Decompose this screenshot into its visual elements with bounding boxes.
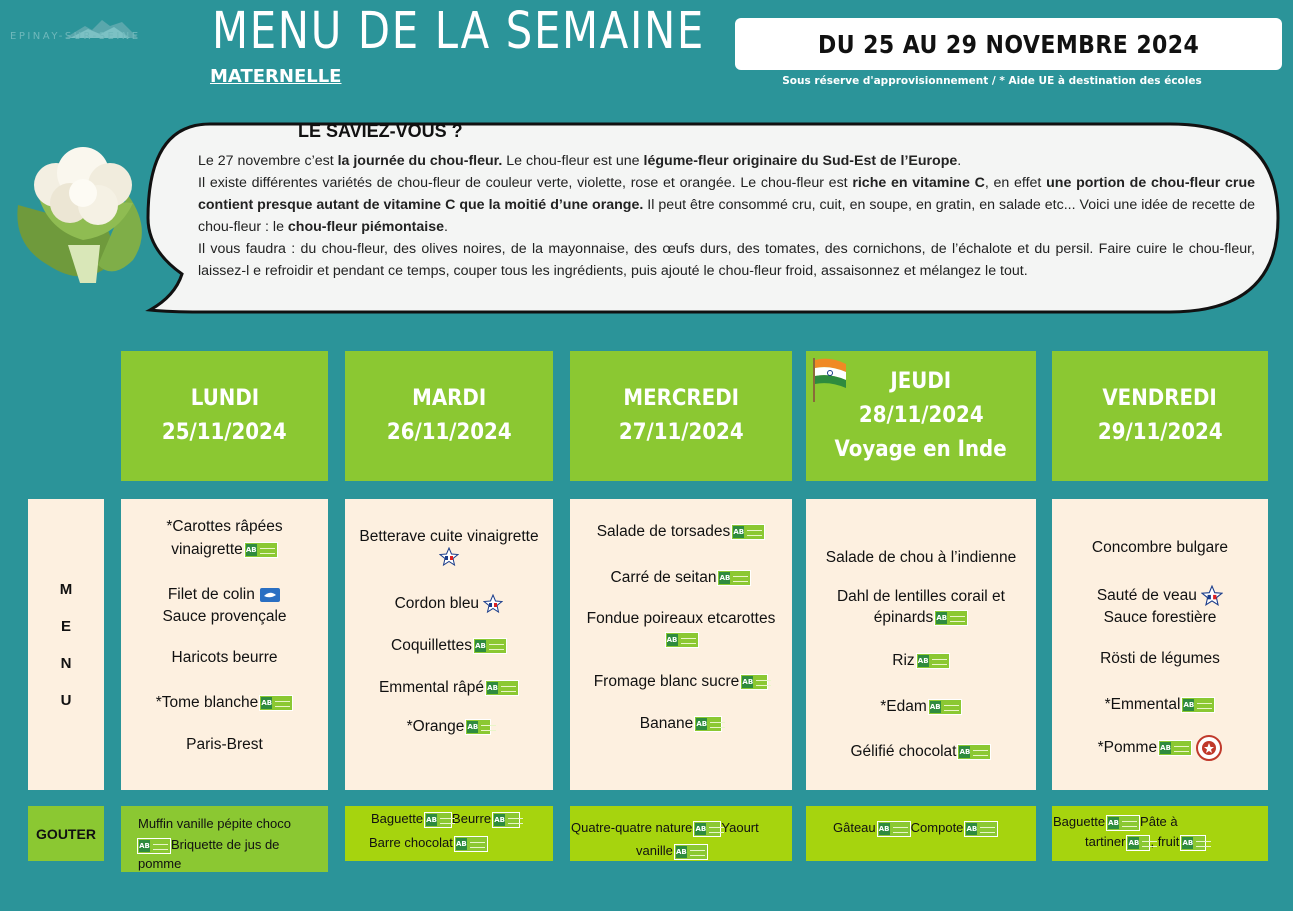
day-header-lundi: [121, 351, 328, 481]
day-name: JEUDI: [890, 369, 952, 394]
ab-bio-label-icon: [1181, 697, 1215, 713]
day-name: MERCREDI: [623, 386, 739, 411]
info-text-segment: Il peut être consommé cru, cuit, en soupe, en gratin, en salade etc... Voici une idée de recette de chou-fleur : le: [198, 197, 1255, 235]
gouter-item: [571, 818, 759, 838]
date-range: DU 25 AU 29 NOVEMBRE 2024: [817, 29, 1200, 59]
gouter-item: [371, 809, 520, 829]
info-paragraph-1: [198, 150, 1255, 172]
day-name: VENDREDI: [1102, 386, 1218, 411]
ab-bio-label-icon: [454, 836, 488, 852]
gouter-lundi: [121, 806, 328, 872]
info-text-bold: la journée du chou-fleur.: [337, 153, 503, 169]
day-header-mardi: [345, 351, 553, 481]
ab-bio-label-icon: [137, 838, 171, 854]
dish-label: Salade de torsades: [596, 523, 731, 540]
gouter-item-label: tartiner: [1085, 834, 1126, 849]
menu-lundi: [121, 499, 328, 790]
gouter-jeudi: [806, 806, 1036, 861]
dish-labels: [570, 629, 792, 650]
supply-notice: Sous réserve d'approvisionnement / * Aide UE à destination des écoles: [782, 75, 1202, 87]
dish-label: Sauté de veau: [1096, 587, 1197, 605]
gouter-label: GOUTER: [28, 806, 104, 861]
dish: [1052, 694, 1268, 715]
ab-bio-label-icon: [465, 719, 491, 735]
gouter-item: [1053, 812, 1178, 832]
ab-bio-label-icon: [492, 812, 520, 828]
info-paragraph-3: Il vous faudra : du chou-fleur, des olives noires, de la mayonnaise, des œufs durs, des tomates, des cornichons, de l’échalote et du persil. Faire cuire le chou-fleur, laissez-l e refroidir et pendant ce temps, couper tous les ingrédients, puis ajouté le chou-fleur froid, assaisonnez et mélangez le tout.: [198, 241, 1255, 279]
dish-label: Emmental râpé: [378, 679, 485, 696]
ab-bio-label-icon: [928, 699, 962, 715]
dish: [121, 584, 328, 605]
day-header-vendredi: [1052, 351, 1268, 481]
gouter-mardi: [345, 806, 553, 861]
dish: [806, 696, 1036, 717]
menu-jeudi: [806, 499, 1036, 790]
dish-label: Cordon bleu: [394, 595, 480, 612]
dish: Haricots beurre: [171, 649, 278, 666]
day-date: 26/11/2024: [386, 420, 512, 445]
info-text-bold: chou-fleur piémontaise: [287, 219, 444, 235]
menu-mercredi: [570, 499, 792, 790]
gouter-vendredi: [1052, 806, 1268, 861]
ab-bio-label-icon: [244, 542, 278, 558]
day-header-mercredi: [570, 351, 792, 481]
dish: [345, 677, 553, 698]
dish-label: *Tome blanche: [155, 694, 259, 711]
dish-label: Carré de seitan: [610, 569, 717, 586]
gouter-item: [369, 833, 488, 853]
dish-label: Fromage blanc sucre: [593, 673, 740, 690]
info-text-bold: riche en vitamine C: [852, 175, 985, 191]
dish: [345, 716, 553, 737]
gouter-item-label: Quatre-quatre nature: [571, 820, 693, 835]
dish: [570, 567, 792, 588]
gouter-item: [1085, 832, 1206, 852]
ab-bio-label-icon: [259, 695, 293, 711]
viande-francaise-icon: [1201, 585, 1223, 607]
dish-label: *Edam: [880, 698, 927, 715]
menu-letter: E: [60, 617, 71, 635]
gouter-item-label: Beurre: [452, 811, 492, 826]
menu-side-label: [28, 499, 104, 790]
dish-label: Filet de colin: [167, 586, 255, 603]
india-flag-icon: [810, 356, 850, 404]
dish-label: épinards: [873, 609, 934, 626]
gouter-item: [636, 841, 708, 861]
gouter-item: [833, 818, 998, 838]
gouter-item-label: Compote: [910, 820, 964, 835]
info-text-segment: .: [444, 219, 448, 235]
dish-label: vinaigrette: [171, 541, 243, 558]
day-name: LUNDI: [190, 386, 259, 411]
dish-label: Riz: [892, 652, 915, 669]
menu-letter: N: [60, 654, 72, 672]
info-text-segment: .: [957, 153, 962, 169]
ab-bio-label-icon: [665, 632, 699, 648]
ab-bio-label-icon: [694, 716, 722, 732]
day-date: 27/11/2024: [618, 420, 744, 445]
ab-bio-label-icon: [877, 821, 911, 837]
dish-label: Banane: [639, 715, 694, 732]
dish: Dahl de lentilles corail et: [836, 588, 1005, 605]
dish-label: Coquillettes: [391, 637, 472, 654]
dish: Salade de chou à l’indienne: [825, 549, 1017, 566]
menu-letter: U: [60, 691, 72, 709]
dish: [345, 635, 553, 656]
logo-text: EPINAY-SUR-SEINE: [10, 31, 141, 42]
ab-bio-label-icon: [964, 821, 998, 837]
dish-label: *Emmental: [1104, 696, 1181, 713]
label-rouge-icon: [1196, 735, 1222, 761]
page-subtitle: MATERNELLE: [210, 66, 342, 87]
page-title: MENU DE LA SEMAINE: [212, 2, 705, 61]
dish: [570, 713, 792, 734]
gouter-item: Muffin vanille pépite choco: [138, 816, 291, 831]
gouter-item-label: vanille: [636, 843, 673, 858]
ab-bio-label-icon: [717, 570, 751, 586]
ab-bio-label-icon: [916, 653, 950, 669]
ab-bio-label-icon: [731, 524, 765, 540]
day-date: 28/11/2024: [858, 403, 984, 428]
ab-bio-label-icon: [1126, 835, 1150, 851]
dish: [1052, 735, 1268, 761]
dish: Concombre bulgare: [1091, 539, 1229, 556]
gouter-item-label: Baguette: [1053, 814, 1106, 829]
dish: [806, 650, 1036, 671]
dish: *Carottes râpées: [166, 518, 283, 535]
msc-fish-label-icon: [259, 587, 281, 603]
dish: [806, 741, 1036, 762]
dish: [1052, 585, 1268, 607]
dish: Betterave cuite vinaigrette: [359, 528, 539, 545]
day-date: 29/11/2024: [1097, 420, 1223, 445]
info-text-bold: légume-fleur originaire du Sud-Est de l’Europe: [643, 153, 958, 169]
dish: Rösti de légumes: [1100, 650, 1220, 667]
gouter-item-label: Yaourt: [721, 820, 759, 835]
dish-label: Gélifié chocolat: [850, 743, 957, 760]
info-heading: LE SAVIEZ-VOUS ?: [298, 121, 463, 141]
info-text-segment: Le chou-fleur est une: [502, 153, 644, 169]
dish: Sauce provençale: [162, 608, 287, 625]
viande-francaise-icon: [483, 594, 503, 614]
ab-bio-label-icon: [740, 674, 768, 690]
dish: [121, 692, 328, 713]
ab-bio-label-icon: [424, 812, 452, 828]
dish-label: *Pomme: [1097, 739, 1158, 757]
ab-bio-label-icon: [1180, 835, 1206, 851]
gouter-item-label: Pâte à: [1140, 814, 1178, 829]
menu-vendredi: [1052, 499, 1268, 790]
ab-bio-label-icon: [485, 680, 519, 696]
dish: Sauce forestière: [1103, 609, 1217, 626]
day-date: 25/11/2024: [162, 420, 287, 445]
viande-francaise-icon: [439, 547, 459, 567]
gouter-item: pomme: [138, 856, 182, 871]
dish: [570, 521, 792, 542]
dish: [345, 593, 553, 614]
gouter-item-label: Gâteau: [833, 820, 876, 835]
ab-bio-label-icon: [1158, 740, 1192, 756]
info-text-segment: , en effet: [984, 175, 1047, 191]
dish: Fondue poireaux etcarottes: [586, 610, 776, 627]
dish: [806, 607, 1036, 628]
dish: [121, 539, 328, 560]
ab-bio-label-icon: [1106, 815, 1140, 831]
ab-bio-label-icon: [473, 638, 507, 654]
day-name: MARDI: [411, 386, 487, 411]
dish: Paris-Brest: [186, 736, 263, 753]
gouter-item-label: Briquette de jus de: [171, 837, 280, 852]
ab-bio-label-icon: [957, 744, 991, 760]
gouter-item-label: , fruit: [1150, 834, 1180, 849]
day-theme: Voyage en Inde: [834, 437, 1008, 462]
menu-mardi: [345, 499, 553, 790]
ab-bio-label-icon: [934, 610, 968, 626]
info-text-bold: une portion de chou-fleur crue contient presque autant de vitamine C que la moitié d’une orange.: [198, 175, 1255, 213]
gouter-item: [136, 835, 279, 855]
dish: [570, 671, 792, 692]
info-text-segment: Le 27 novembre c’est: [198, 153, 338, 169]
info-text-segment: Il existe différentes variétés de chou-fleur de couleur verte, violette, rose et orangée. Le chou-fleur est: [198, 175, 853, 191]
gouter-item-label: Baguette: [371, 811, 424, 826]
ab-bio-label-icon: [693, 821, 721, 837]
cauliflower-image: [8, 135, 153, 285]
menu-letter: M: [59, 580, 73, 598]
gouter-item-label: Barre chocolat: [369, 835, 453, 850]
ab-bio-label-icon: [674, 844, 708, 860]
info-paragraph-2: [198, 172, 1255, 238]
info-text: [198, 150, 1255, 282]
dish-label: *Orange: [406, 718, 465, 735]
gouter-mercredi: [570, 806, 792, 861]
